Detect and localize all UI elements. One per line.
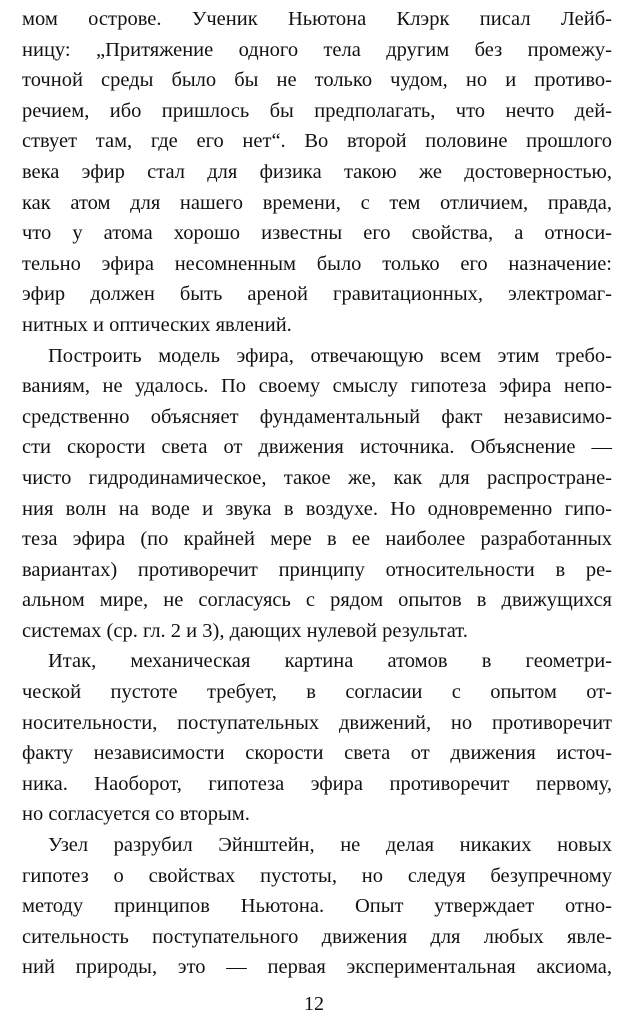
paragraph (22, 4, 612, 341)
text-line: мом острове. Ученик Ньютона Клэрк писал Лейб- (22, 8, 612, 30)
text-line: века эфир стал для физика такою же достоверностью, (22, 160, 612, 183)
text-line: сти скорости света от движения источника. Объяснение — (22, 436, 612, 459)
text-line: что у атома хорошо известны его свойства, а относи- (22, 222, 612, 245)
text-line: чисто гидродинамическое, такое же, как для распростране- (22, 466, 612, 489)
text-line: речием, ибо пришлось бы предполагать, что нечто дей- (22, 99, 612, 122)
text-line: носительности, поступательных движений, но противоречит (22, 711, 612, 734)
text-line: факту независимости скорости света от движения источ- (22, 742, 612, 765)
text-line: нитных и оптических явлений. (22, 313, 292, 336)
text-line: альном мире, не согласуясь с рядом опытов в движущихся (22, 589, 612, 612)
text-line: ваниям, не удалось. По своему смыслу гипотеза эфира непо- (22, 375, 612, 398)
text-line: методу принципов Ньютона. Опыт утверждает отно- (22, 895, 612, 918)
text-line: Узел разрубил Эйнштейн, не делая никаких новых (48, 834, 612, 857)
text-line: ницу: „Притяжение одного тела другим без промежу- (22, 38, 612, 61)
text-line: ния волн на воде и звука в воздухе. Но одновременно гипо- (22, 497, 612, 520)
text-line: Итак, механическая картина атомов в геометри- (48, 650, 612, 673)
text-line: тельно эфира несомненным было только его назначение: (22, 252, 612, 275)
text-line: средственно объясняет фундаментальный факт независимо- (22, 405, 612, 428)
paragraph (22, 830, 612, 983)
paragraph (22, 646, 612, 830)
text-line: теза эфира (по крайней мере в ее наиболее разработанных (22, 528, 612, 551)
text-line: системах (ср. гл. 2 и 3), дающих нулевой результат. (22, 619, 468, 642)
text-line: сительность поступательного движения для любых явле- (22, 925, 612, 948)
text-line: вариантах) противоречит принципу относительности в ре- (22, 558, 612, 581)
text-line: гипотез о свойствах пустоты, но следуя безупречному (22, 864, 612, 887)
text-line: ний природы, это — первая экспериментальная аксиома, (22, 956, 612, 979)
page-number: 12 (304, 993, 324, 1015)
text-line: эфир должен быть ареной гравитационных, электромаг- (22, 283, 612, 306)
text-line: ствует там, где его нет“. Во второй половине прошлого (22, 130, 612, 153)
page-body-text (22, 4, 612, 983)
paragraph (22, 341, 612, 647)
text-line: ческой пустоте требует, в согласии с опытом от- (22, 681, 612, 704)
text-line: точной среды было бы не только чудом, но и противо- (22, 69, 612, 92)
text-line: как атом для нашего времени, с тем отличием, правда, (22, 191, 612, 214)
text-line: но согласуется со вторым. (22, 803, 250, 826)
text-line: Построить модель эфира, отвечающую всем этим требо- (48, 344, 612, 367)
text-line: ника. Наоборот, гипотеза эфира противоречит первому, (22, 772, 612, 795)
